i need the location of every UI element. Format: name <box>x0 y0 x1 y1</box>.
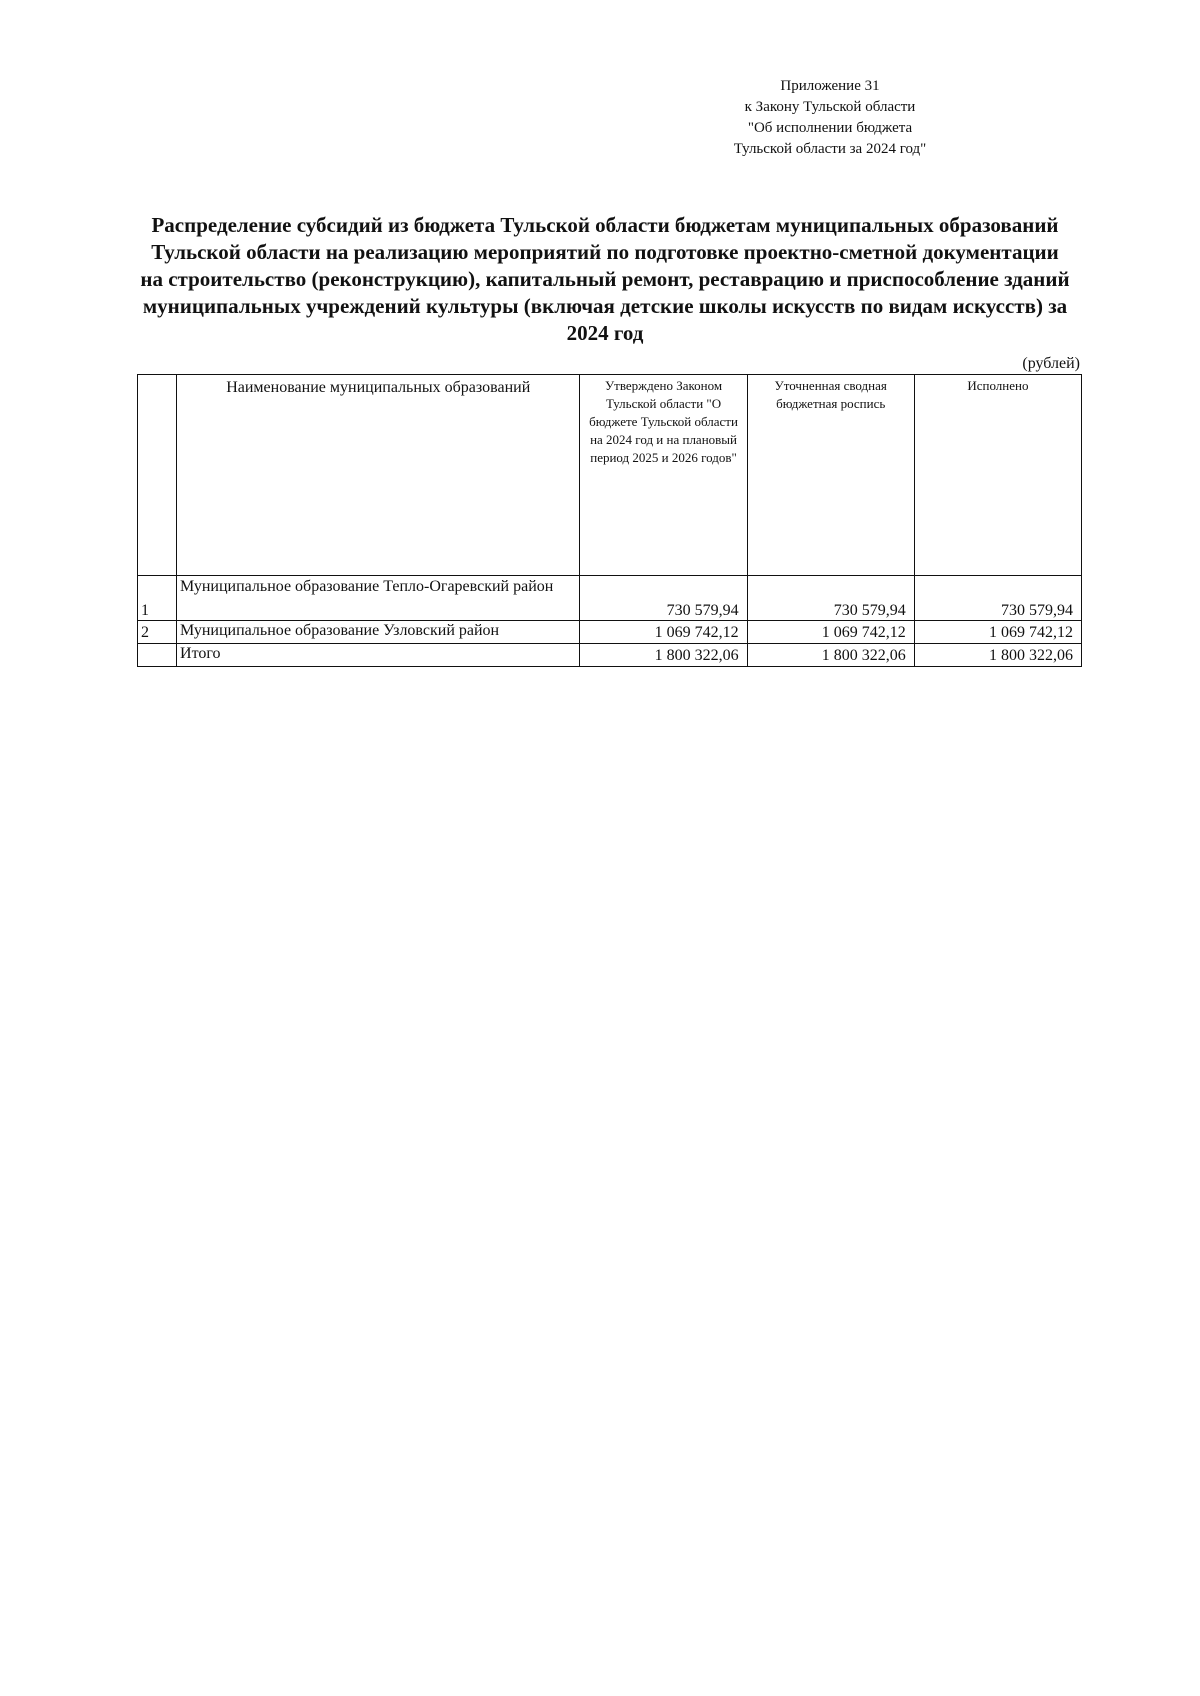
row-name: Муниципальное образование Узловский район <box>177 621 580 644</box>
row-executed: 1 069 742,12 <box>914 621 1081 644</box>
appendix-line: Приложение 31 <box>780 78 880 94</box>
row-number <box>138 644 177 667</box>
header-executed: Исполнено <box>914 375 1081 576</box>
header-name: Наименование муниципальных образований <box>177 375 580 576</box>
title-line: Тульской области на реализацию мероприятий по подготовке проектно-сметной документации <box>151 240 1059 264</box>
appendix-line: к Закону Тульской области <box>744 99 916 115</box>
title-line: Распределение субсидий из бюджета Тульской области бюджетам муниципальных образований <box>151 213 1059 237</box>
header-approved: Утверждено Законом Тульской области "О бюджете Тульской области на 2024 год и на плановый период 2025 и 2026 годов" <box>580 375 747 576</box>
header-refined: Уточненная сводная бюджетная роспись <box>747 375 914 576</box>
row-approved: 1 069 742,12 <box>580 621 747 644</box>
title-line: на строительство (реконструкцию), капитальный ремонт, реставрацию и приспособление зданий <box>140 267 1070 291</box>
title-line: 2024 год <box>566 321 644 345</box>
row-executed: 1 800 322,06 <box>914 644 1081 667</box>
appendix-line: Тульской области за 2024 год" <box>733 141 927 157</box>
appendix-line: "Об исполнении бюджета <box>747 120 913 136</box>
unit-label: (рублей) <box>1022 355 1080 372</box>
title-line: муниципальных учреждений культуры (включая детские школы искусств по видам искусств) за <box>142 294 1068 318</box>
row-refined: 1 800 322,06 <box>747 644 914 667</box>
table-header-row <box>138 375 1082 576</box>
document-title <box>130 212 1080 347</box>
row-refined: 730 579,94 <box>747 576 914 621</box>
row-approved: 1 800 322,06 <box>580 644 747 667</box>
row-refined: 1 069 742,12 <box>747 621 914 644</box>
subsidy-table <box>137 374 1082 667</box>
appendix-note <box>720 76 940 160</box>
table-row <box>138 621 1082 644</box>
row-name: Итого <box>177 644 580 667</box>
table-row <box>138 576 1082 621</box>
header-number <box>138 375 177 576</box>
row-name: Муниципальное образование Тепло-Огаревский район <box>177 576 580 621</box>
row-executed: 730 579,94 <box>914 576 1081 621</box>
row-number: 2 <box>138 621 177 644</box>
table-total-row <box>138 644 1082 667</box>
row-number: 1 <box>138 576 177 621</box>
row-approved: 730 579,94 <box>580 576 747 621</box>
